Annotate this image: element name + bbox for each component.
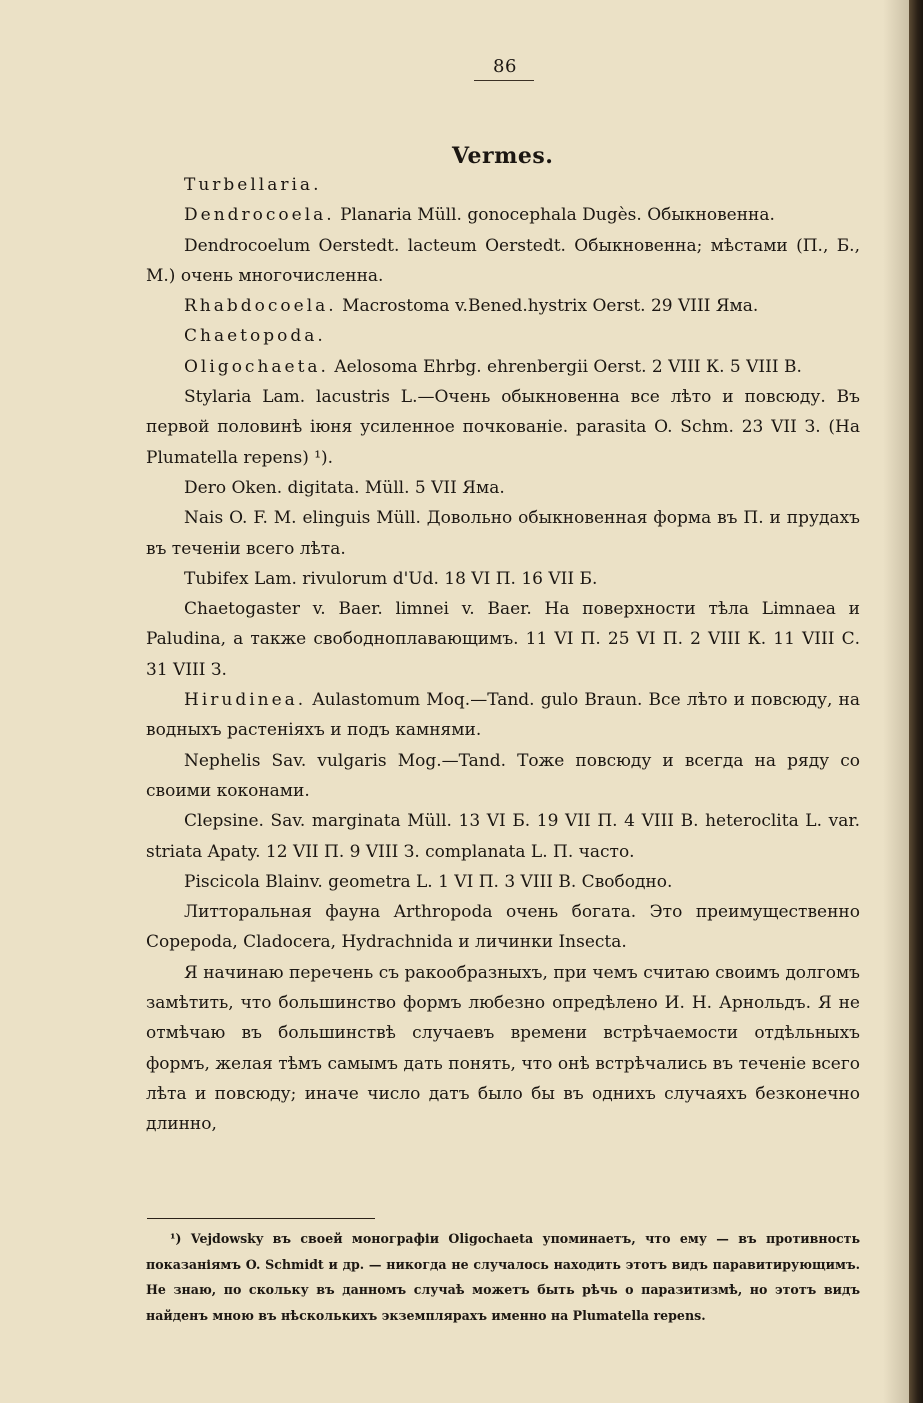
paragraph-crustacea-intro bbox=[146, 958, 860, 1140]
paragraph-text: Piscicola Blainv. geometra L. 1 VI П. 3 VIII В. Свободно. bbox=[184, 871, 673, 892]
taxon-heading: Chaetopoda. bbox=[184, 326, 326, 347]
paragraph-hirudinea bbox=[146, 685, 860, 746]
paragraph-dendrocoela bbox=[146, 200, 860, 230]
paragraph-text: Я начинаю перечень съ ракообразныхъ, при чемъ считаю своимъ долгомъ замѣтить, что большинство формъ любезно опредѣлено И. Н. Арнольдъ. Я не отмѣчаю въ большинствѣ случаевъ времени встрѣчаемости отдѣльныхъ формъ, желая тѣмъ самымъ дать понять, что онѣ встрѣчались въ теченіе всего лѣта и повсюду; иначе число датъ было бы въ однихъ случаяхъ безконечно длинно, bbox=[146, 962, 860, 1135]
paragraph-text: Nais O. F. M. elinguis Müll. Довольно обыкновенная форма въ П. и прудахъ въ теченіи всего лѣта. bbox=[146, 508, 860, 559]
taxon-heading: Turbellaria. bbox=[184, 175, 322, 195]
paragraph-arthropoda bbox=[146, 897, 860, 958]
paragraph-clepsine bbox=[146, 806, 860, 867]
paragraph-text: Chaetogaster v. Baer. limnei v. Baer. На поверхности тѣла Limnaea и Paludina, а также свободноплавающимъ. 11 VI П. 25 VI П. 2 VIII К. 11 VIII С. 31 VIII З. bbox=[146, 599, 860, 680]
taxon-heading: Oligochaeta. bbox=[184, 356, 329, 377]
taxon-heading: Dendrocoela. bbox=[184, 205, 335, 226]
paragraph-oligochaeta bbox=[146, 352, 860, 382]
paragraph-nais bbox=[146, 503, 860, 564]
paragraph-text: Dendrocoelum Oerstedt. lacteum Oerstedt. Обыкновенна; мѣстами (П., Б., М.) очень многочисленна. bbox=[146, 235, 860, 286]
page-number-rule bbox=[474, 80, 534, 81]
taxon-heading: Hirudinea. bbox=[184, 690, 307, 711]
section-title: Vermes. bbox=[452, 143, 554, 169]
paragraph-text: Tubifex Lam. rivulorum d'Ud. 18 VI П. 16 VII Б. bbox=[184, 568, 598, 589]
paragraph-stylaria bbox=[146, 382, 860, 473]
paragraph-tubifex bbox=[146, 564, 860, 594]
paragraph-text: Stylaria Lam. lacustris L.—Очень обыкновенна все лѣто и повсюду. Въ первой половинѣ іюня усиленное почкованіе. parasita O. Schm. 23 VII З. (На Plumatella repens) ¹). bbox=[146, 387, 860, 468]
page-number: 86 bbox=[493, 56, 517, 77]
page-binding-edge bbox=[909, 0, 923, 1403]
paragraph-chaetogaster bbox=[146, 594, 860, 685]
paragraph-chaetopoda bbox=[146, 321, 860, 351]
paragraph-dendrocoelum bbox=[146, 231, 860, 292]
taxon-heading: Rhabdocoela. bbox=[184, 296, 337, 317]
paragraph-dero bbox=[146, 473, 860, 503]
page-binding-shadow bbox=[883, 0, 909, 1403]
paragraph-turbellaria bbox=[146, 170, 860, 200]
paragraph-piscicola bbox=[146, 867, 860, 897]
footnote-rule bbox=[147, 1218, 375, 1219]
paragraph-text: Planaria Müll. gonocephala Dugès. Обыкновенна. bbox=[334, 205, 775, 226]
paragraph-text: Aulastomum Moq.—Tand. gulo Braun. Все лѣто и повсюду, на водныхъ растеніяхъ и подъ камнями. bbox=[146, 690, 860, 741]
footnote bbox=[146, 1226, 860, 1328]
paragraph-text: Nephelis Sav. vulgaris Mog.—Tand. Тоже повсюду и всегда на ряду со своими коконами. bbox=[146, 750, 860, 801]
paragraph-text: Dero Oken. digitata. Müll. 5 VII Яма. bbox=[184, 477, 505, 498]
paragraph-nephelis bbox=[146, 746, 860, 807]
paragraph-text: Литторальная фауна Arthropoda очень богата. Это преимущественно Copepoda, Cladocera, Hydrachnida и личинки Insecta. bbox=[146, 902, 860, 953]
paragraph-text: Macrostoma v.Bened.hystrix Oerst. 29 VIII Яма. bbox=[336, 296, 759, 317]
paragraph-text: Clepsine. Sav. marginata Müll. 13 VI Б. 19 VII П. 4 VIII В. heteroclita L. var. striata Apaty. 12 VII П. 9 VIII З. complanata L. П. часто. bbox=[146, 811, 860, 862]
footnote-text: ¹) Vejdowsky въ своей монографіи Oligochaeta упоминаетъ, что ему — въ противность показаніямъ O. Schmidt и др. — никогда не случалось находить этотъ видъ паравитирующимъ. Не знаю, по скольку въ данномъ случаѣ можетъ быть рѣчь о паразитизмѣ, но этотъ видъ найденъ мною въ нѣсколькихъ экземплярахъ именно на Plumatella repens. bbox=[146, 1231, 860, 1323]
body-text bbox=[146, 170, 860, 1140]
paragraph-rhabdocoela bbox=[146, 291, 860, 321]
paragraph-text: Aelosoma Ehrbg. ehrenbergii Oerst. 2 VIII К. 5 VIII В. bbox=[328, 356, 802, 377]
